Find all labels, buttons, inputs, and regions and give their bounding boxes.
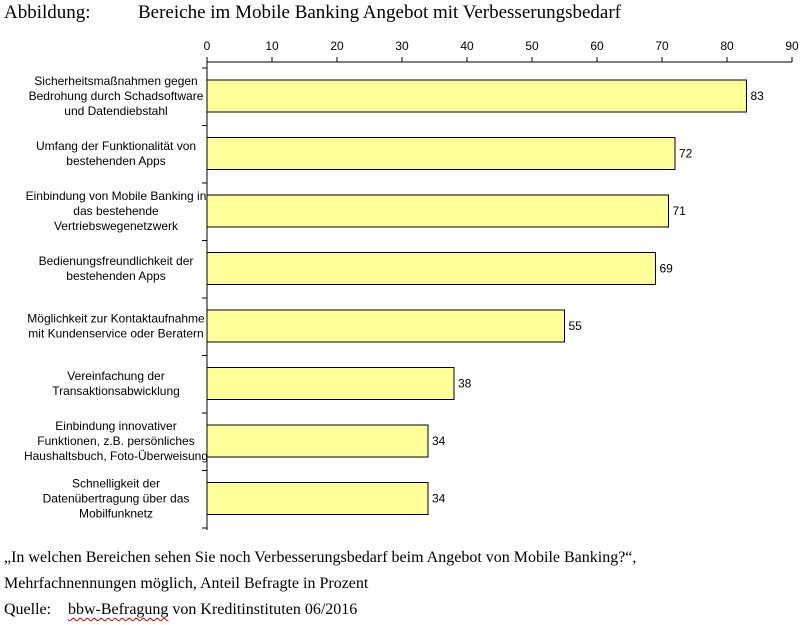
- source-details: von Kreditinstituten 06/2016: [168, 601, 358, 618]
- bar: [207, 138, 675, 170]
- x-tick-label: 10: [265, 39, 279, 53]
- category-label-line: das bestehende: [73, 204, 159, 218]
- category-label-line: Transaktionsabwicklung: [52, 384, 180, 398]
- data-label: 34: [432, 491, 446, 506]
- category-label: [26, 189, 207, 233]
- x-tick-label: 0: [203, 39, 211, 53]
- category-label-line: Umfang der Funktionalität von: [35, 139, 197, 153]
- x-tick-label: 30: [395, 39, 409, 53]
- category-label: [36, 139, 196, 168]
- category-label-line: Möglichkeit zur Kontaktaufnahme: [27, 311, 205, 326]
- category-label: [27, 312, 205, 341]
- category-label-line: Einbindung innovativer: [55, 419, 177, 433]
- category-label-line: Funktionen, z.B. persönliches: [37, 434, 195, 448]
- survey-note: Mehrfachnennungen möglich, Anteil Befragte in Prozent: [4, 575, 369, 592]
- category-label-line: Mobilfunknetz: [78, 506, 154, 521]
- x-tick-label: 90: [785, 39, 799, 53]
- category-label: [39, 254, 194, 283]
- source-organisation: bbw-Befragung: [68, 601, 169, 618]
- category-label-line: mit Kundenservice oder Beratern: [28, 326, 204, 341]
- x-tick-label: 60: [590, 39, 604, 53]
- category-label-line: Bedienungsfreundlichkeit der: [38, 254, 194, 268]
- source-label: Quelle:: [4, 601, 52, 618]
- category-label-line: Sicherheitsmaßnahmen gegen: [34, 74, 198, 88]
- category-label-line: Haushaltsbuch, Foto-Überweisung: [23, 449, 209, 463]
- x-tick-label: 70: [655, 39, 669, 53]
- data-label: 72: [679, 146, 693, 161]
- source-line: [4, 600, 357, 620]
- category-label-line: Vereinfachung der: [67, 369, 165, 383]
- bar: [207, 368, 454, 400]
- survey-question: „In welchen Bereichen sehen Sie noch Verbesserungsbedarf beim Angebot von Mobile Banking?“,: [4, 549, 637, 566]
- bar: [207, 253, 656, 285]
- bar: [207, 80, 747, 112]
- category-label: [43, 477, 190, 521]
- bar: [207, 310, 565, 342]
- category-label: [29, 74, 204, 118]
- category-label-line: Schnelligkeit der: [71, 476, 161, 491]
- data-label: 55: [568, 319, 582, 333]
- category-label-line: Einbindung von Mobile Banking in: [25, 189, 207, 203]
- figure-title: Bereiche im Mobile Banking Angebot mit Verbesserungsbedarf: [138, 2, 621, 23]
- category-label-line: Datenübertragung über das: [42, 491, 190, 506]
- category-label: [24, 419, 208, 463]
- category-label: [52, 369, 180, 398]
- bar: [207, 483, 428, 515]
- x-tick-label: 50: [525, 39, 539, 53]
- x-tick-label: 40: [460, 39, 474, 53]
- data-label: 69: [659, 261, 673, 276]
- figure-label: Abbildung:: [4, 2, 91, 23]
- category-label-line: bestehenden Apps: [66, 269, 166, 283]
- bar: [207, 195, 669, 227]
- category-label-line: Bedrohung durch Schadsoftware: [28, 89, 204, 103]
- x-tick-label: 20: [330, 39, 344, 53]
- data-label: 83: [750, 89, 764, 103]
- data-label: 34: [432, 434, 446, 448]
- bar: [207, 425, 428, 457]
- category-label-line: bestehenden Apps: [66, 154, 166, 168]
- data-label: 38: [458, 376, 472, 391]
- category-label-line: Vertriebswegenetzwerk: [53, 219, 179, 233]
- x-tick-label: 80: [720, 39, 734, 53]
- data-label: 71: [672, 204, 686, 218]
- category-label-line: und Datendiebstahl: [64, 104, 168, 118]
